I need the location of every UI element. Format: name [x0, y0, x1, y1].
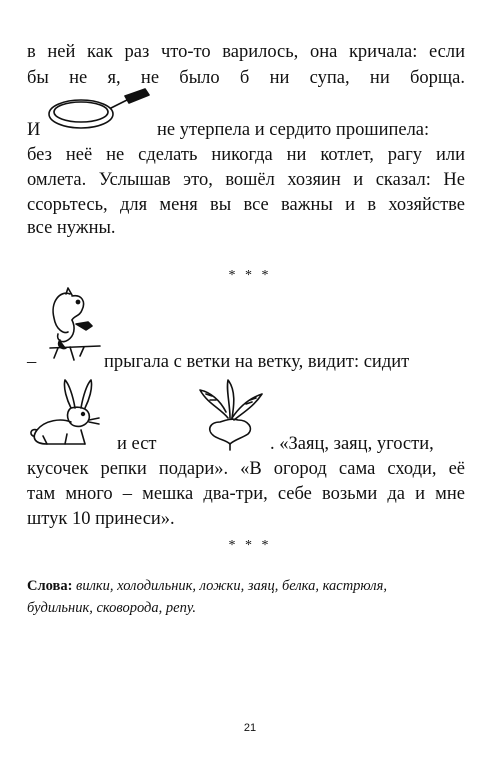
turnip-icon — [190, 378, 270, 450]
text-line: омлета. Услышав это, вошёл хозяин и сказал: Не — [27, 170, 465, 190]
text-line: ссорьтесь, для меня вы все важны и в хозяйстве — [27, 195, 465, 215]
text-line: прыгала с ветки на ветку, видит: сидит — [104, 352, 410, 372]
text-line: в ней как раз что-то варилось, она кричала: если — [27, 42, 465, 62]
word-list-label: Слова: — [27, 578, 73, 594]
text-line: не утерпела и сердито прошипела: — [157, 120, 430, 140]
word-list — [27, 575, 387, 597]
frying-pan-icon — [45, 86, 155, 136]
text-line: бы не я, не было б ни супа, ни борща. — [27, 68, 465, 88]
text-line: без неё не сделать никогда ни котлет, рагу или — [27, 145, 465, 165]
text-line: штук 10 принеси». — [27, 509, 175, 529]
text-line: – — [27, 352, 37, 372]
page-number: 21 — [243, 722, 257, 734]
section-separator: * * * — [228, 538, 272, 553]
squirrel-icon — [40, 288, 110, 363]
text-line: там много – мешка два-три, себе возьми да и мне — [27, 484, 465, 504]
text-line: . «Заяц, заяц, угости, — [270, 434, 434, 454]
word-list-line: будильник, сковорода, репу. — [27, 600, 196, 616]
text-line: и ест — [117, 434, 157, 454]
text-line: кусочек репки подари». «В огород сама сходи, её — [27, 459, 465, 479]
word-list-line: вилки, холодильник, ложки, заяц, белка, кастрюля, — [76, 578, 387, 594]
section-separator: * * * — [228, 268, 272, 283]
text-line: И — [27, 120, 41, 140]
text-line: все нужны. — [27, 218, 116, 238]
hare-icon — [25, 378, 110, 448]
